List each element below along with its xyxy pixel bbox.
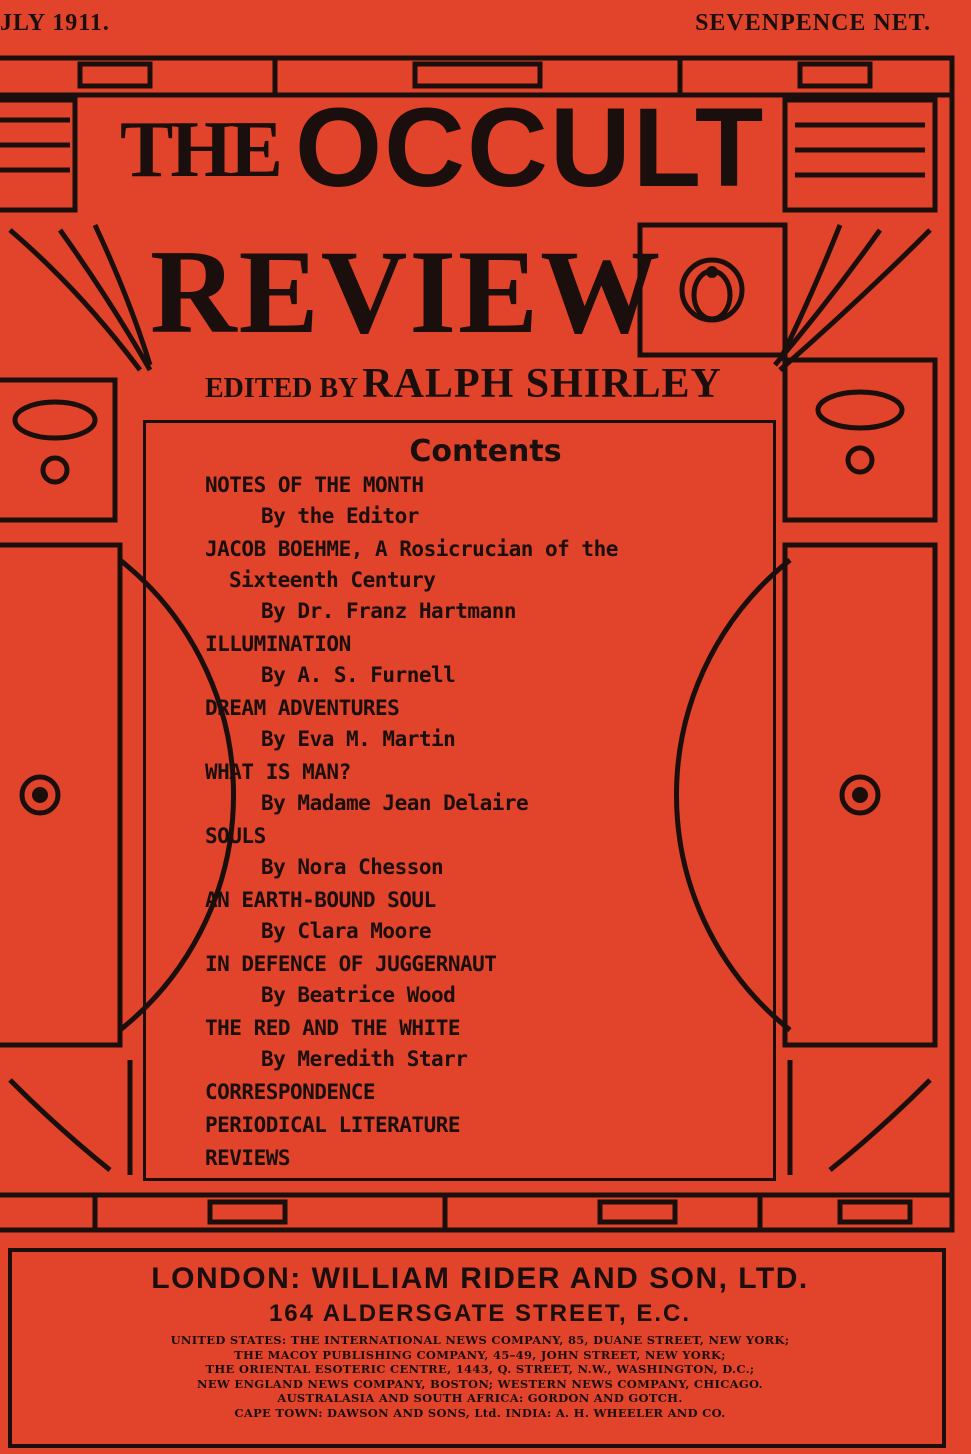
publisher-address: 164 ALDERSGATE STREET, E.C.	[268, 1300, 692, 1327]
distributor-line: UNITED STATES: THE INTERNATIONAL NEWS COMPANY, 85, DUANE STREET, NEW YORK;	[170, 1333, 790, 1347]
entry-author: By the Editor	[261, 504, 419, 528]
entry-author: By A. S. Furnell	[261, 663, 456, 687]
entry-title: NOTES OF THE MONTH	[205, 473, 424, 497]
distributor-line: AUSTRALASIA AND SOUTH AFRICA: GORDON AND GOTCH.	[277, 1391, 683, 1405]
entry-title: WHAT IS MAN?	[205, 760, 351, 784]
distributors	[40, 1333, 920, 1420]
entry-author: By Eva M. Martin	[261, 727, 456, 751]
title-review: REVIEW	[150, 225, 663, 358]
distributor-line: NEW ENGLAND NEWS COMPANY, BOSTON; WESTERN NEWS COMPANY, CHICAGO.	[197, 1376, 763, 1391]
contents-entry	[205, 821, 745, 883]
contents-heading: Contents	[409, 434, 562, 469]
price: SEVENPENCE NET.	[695, 10, 931, 36]
contents-entry	[205, 885, 745, 947]
contents-entry	[205, 534, 745, 627]
contents-entry	[205, 470, 745, 532]
entry-title: SOULS	[205, 824, 266, 848]
entry-title-continued: Sixteenth Century	[229, 568, 436, 592]
entry-title: ILLUMINATION	[205, 632, 351, 656]
contents-entry	[205, 1077, 745, 1108]
entry-author: By Meredith Starr	[261, 1047, 468, 1071]
distributor-line: THE MACOY PUBLISHING COMPANY, 45–49, JOHN STREET, NEW YORK;	[234, 1347, 726, 1362]
contents-list	[205, 470, 745, 1176]
contents-entry	[205, 1013, 745, 1075]
title-occult: OCCULT	[295, 85, 766, 210]
entry-title: REVIEWS	[205, 1146, 291, 1170]
editor-credit	[205, 360, 722, 408]
entry-author: By Dr. Franz Hartmann	[261, 599, 517, 623]
entry-title: JACOB BOEHME, A Rosicrucian of the	[205, 537, 618, 561]
entry-author: By Madame Jean Delaire	[261, 791, 529, 815]
entry-author: By Nora Chesson	[261, 855, 444, 879]
issue-date: JLY 1911.	[0, 10, 110, 36]
entry-author: By Clara Moore	[261, 919, 432, 943]
title-the: THE	[120, 106, 280, 194]
contents-entry	[205, 629, 745, 691]
edited-prefix: EDITED BY	[205, 373, 359, 404]
contents-entry	[205, 757, 745, 819]
entry-title: AN EARTH-BOUND SOUL	[205, 888, 436, 912]
entry-title: IN DEFENCE OF JUGGERNAUT	[205, 952, 497, 976]
entry-author: By Beatrice Wood	[261, 983, 456, 1007]
editor-name: RALPH SHIRLEY	[362, 361, 722, 407]
entry-title: DREAM ADVENTURES	[205, 696, 400, 720]
contents-entry	[205, 949, 745, 1011]
publisher-name: LONDON: WILLIAM RIDER AND SON, LTD.	[151, 1262, 809, 1295]
distributor-line: CAPE TOWN: DAWSON AND SONS, Ltd. INDIA: A. H. WHEELER AND CO.	[234, 1405, 726, 1420]
distributor-line: THE ORIENTAL ESOTERIC CENTRE, 1443, Q. STREET, N.W., WASHINGTON, D.C.;	[205, 1362, 755, 1376]
contents-entry	[205, 1110, 745, 1141]
entry-title: PERIODICAL LITERATURE	[205, 1113, 461, 1137]
contents-entry	[205, 1143, 745, 1174]
entry-title: CORRESPONDENCE	[205, 1080, 376, 1104]
contents-entry	[205, 693, 745, 755]
entry-title: THE RED AND THE WHITE	[205, 1016, 461, 1040]
